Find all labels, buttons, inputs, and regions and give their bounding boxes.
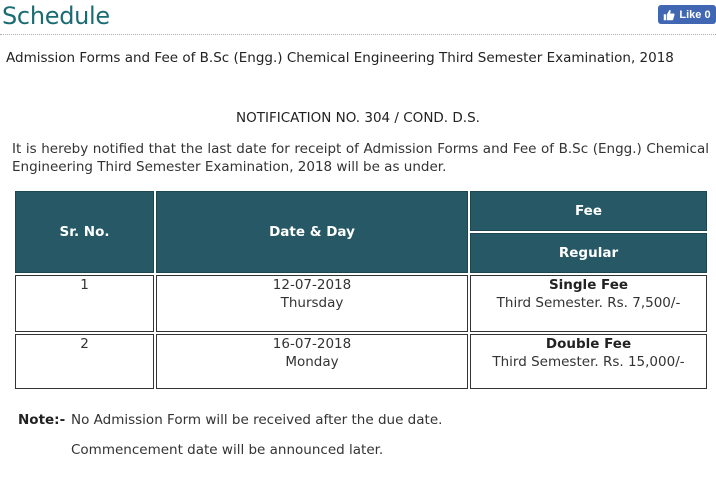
cell-sr: 1 [15,275,154,332]
fee-detail: Third Semester. Rs. 15,000/- [492,354,685,370]
table-row [15,275,707,332]
like-label: Like 0 [679,8,711,21]
schedule-table [13,189,709,391]
note-line: No Admission Form will be received after the due date. [71,412,443,428]
cell-sr: 2 [15,334,154,389]
facebook-like-button[interactable] [658,5,716,24]
header-sr-no: Sr. No. [15,191,154,273]
fee-title: Double Fee [545,336,632,352]
title-divider [0,34,716,35]
cell-day: Thursday [280,295,344,311]
fee-title: Single Fee [548,277,629,293]
notification-number: NOTIFICATION NO. 304 / COND. D.S. [236,110,480,126]
thumbs-up-icon [663,9,675,21]
cell-day: Monday [285,354,339,370]
note-line: Commencement date will be announced later. [71,442,384,458]
intro-paragraph: It is hereby notified that the last date for receipt of Admission Forms and Fee of B.Sc (Engg.) Chemical Engineering Third Semester Examination, 2018 will be as under. [12,141,709,175]
cell-date: 16-07-2018 [272,336,352,352]
document-subtitle: Admission Forms and Fee of B.Sc (Engg.) Chemical Engineering Third Semester Examination, 2018 [6,50,674,66]
cell-date: 12-07-2018 [272,277,352,293]
cell-date-day [156,275,468,332]
table-row [15,334,707,389]
cell-fee [470,275,707,332]
header-date-day: Date & Day [156,191,468,273]
page-title: Schedule [2,2,110,30]
note-label: Note:- [18,412,66,428]
header-fee: Fee [470,191,707,231]
cell-fee [470,334,707,389]
fee-detail: Third Semester. Rs. 7,500/- [496,295,681,311]
header-regular: Regular [470,233,707,273]
cell-date-day [156,334,468,389]
